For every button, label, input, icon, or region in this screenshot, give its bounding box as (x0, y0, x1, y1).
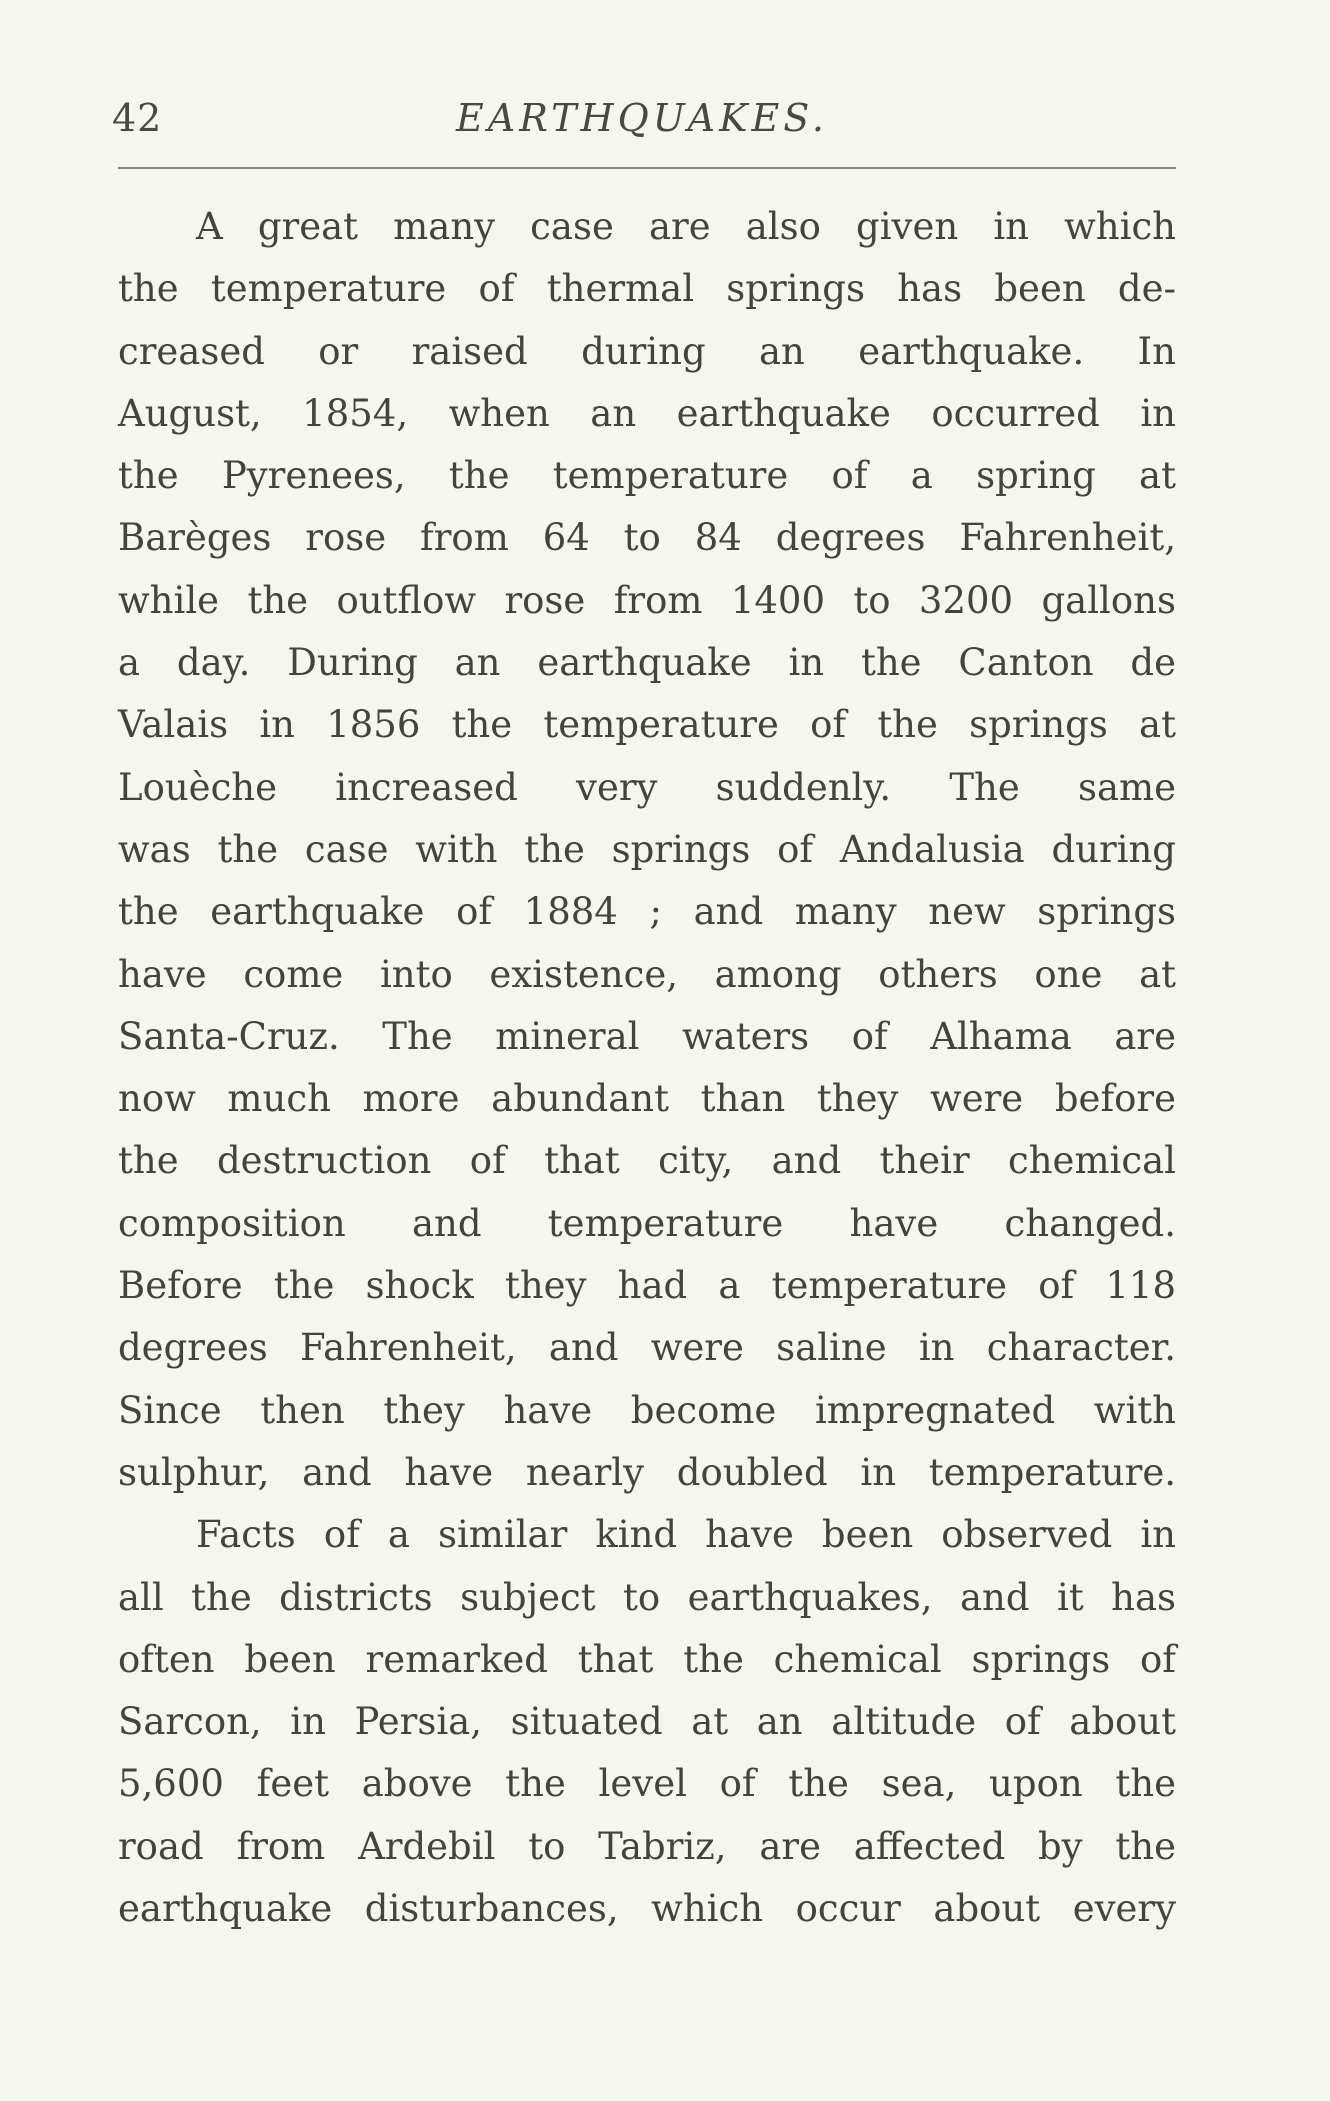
text-line: the Pyrenees, the temperature of a spring at (118, 454, 1176, 498)
text-line: road from Ardebil to Tabriz, are affected by the (118, 1824, 1176, 1868)
text-line: Since then they have become impregnated with (118, 1388, 1176, 1432)
text-line: Before the shock they had a temperature of 118 (118, 1264, 1176, 1308)
body-text (118, 196, 1176, 1940)
text-line: the destruction of that city, and their chemical (118, 1139, 1176, 1183)
text-line: have come into existence, among others one at (118, 952, 1176, 996)
text-line: the earthquake of 1884 ; and many new springs (118, 890, 1176, 934)
text-line: a day. During an earthquake in the Canton de (118, 641, 1176, 685)
text-line: sulphur, and have nearly doubled in temperature. (118, 1450, 1176, 1494)
text-line: was the case with the springs of Andalusia during (118, 827, 1176, 871)
text-line: composition and temperature have changed. (118, 1201, 1176, 1245)
page-number: 42 (112, 96, 163, 140)
text-line: Valais in 1856 the temperature of the springs at (118, 703, 1176, 747)
running-head (112, 96, 1172, 156)
text-line: now much more abundant than they were before (118, 1077, 1176, 1121)
text-line: often been remarked that the chemical springs of (118, 1637, 1176, 1681)
text-line: Santa-Cruz. The mineral waters of Alhama are (118, 1014, 1176, 1058)
text-line: while the outflow rose from 1400 to 3200 gallons (118, 578, 1176, 622)
text-line: Sarcon, in Persia, situated at an altitude of about (118, 1700, 1176, 1744)
text-line: Louèche increased very suddenly. The same (118, 765, 1176, 809)
text-line: degrees Fahrenheit, and were saline in character. (118, 1326, 1176, 1370)
text-line: earthquake disturbances, which occur about every (118, 1887, 1176, 1931)
text-line: Barèges rose from 64 to 84 degrees Fahrenheit, (118, 516, 1176, 560)
text-line: all the districts subject to earthquakes, and it has (118, 1575, 1176, 1619)
text-line: A great many case are also given in which (196, 205, 1176, 248)
text-line: Facts of a similar kind have been observed in (196, 1513, 1176, 1557)
text-line: the temperature of thermal springs has been de- (118, 267, 1176, 311)
header-rule (118, 167, 1176, 169)
text-line: 5,600 feet above the level of the sea, upon the (118, 1762, 1176, 1806)
running-title: EARTHQUAKES. (456, 96, 828, 140)
text-line: August, 1854, when an earthquake occurred in (118, 391, 1176, 435)
text-line: creased or raised during an earthquake. In (118, 329, 1176, 373)
